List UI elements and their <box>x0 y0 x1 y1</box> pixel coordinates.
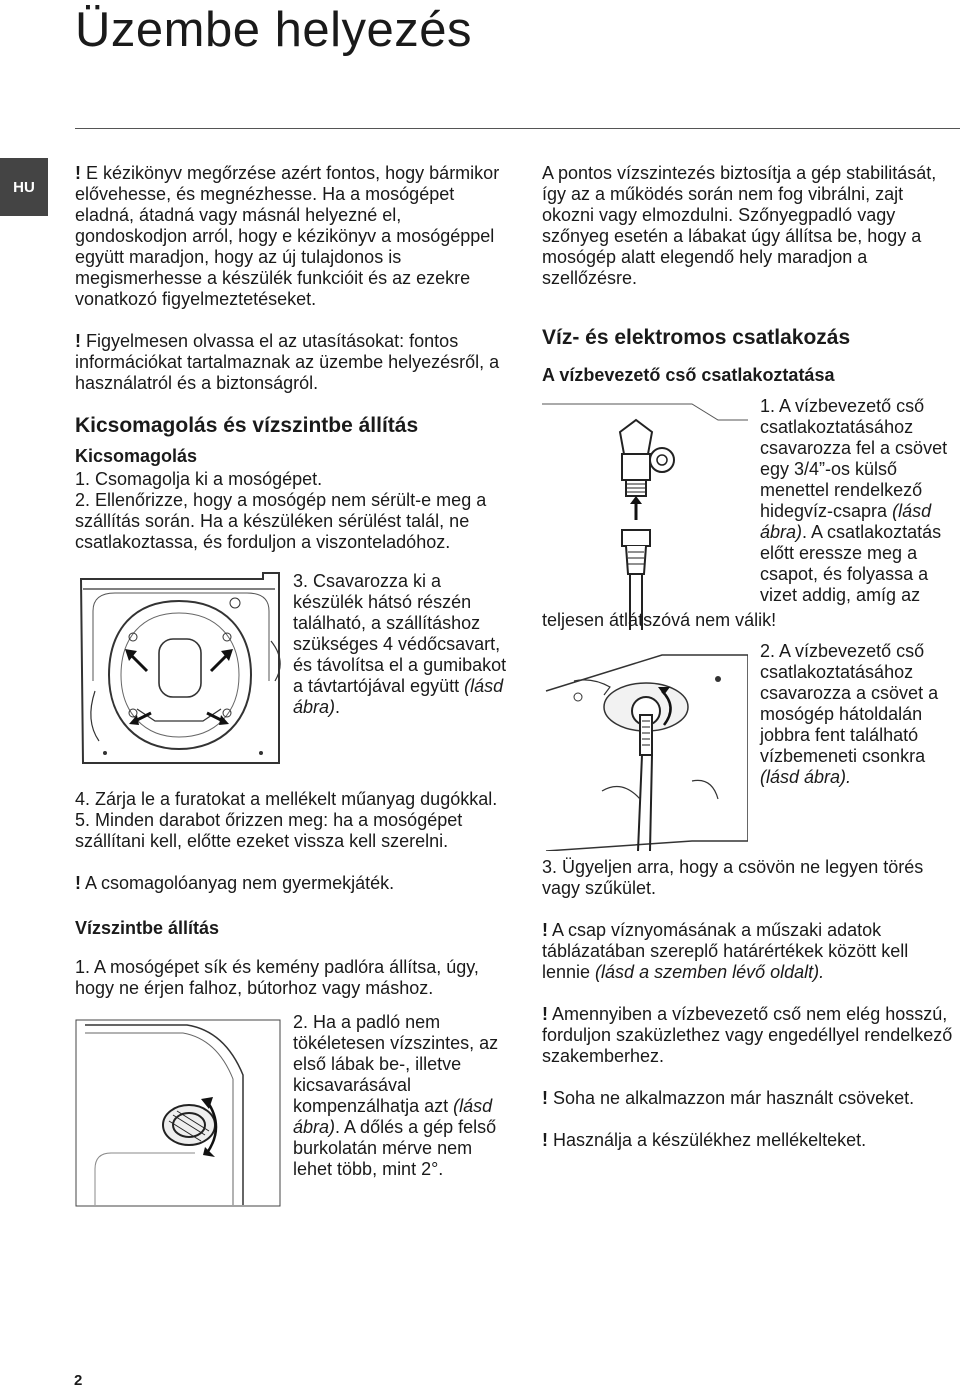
warning-mark: ! <box>75 873 81 893</box>
language-tab: HU <box>0 158 48 216</box>
unpack-step-1: 1. Csomagolja ki a mosógépet. <box>75 469 323 489</box>
unpack-step-3: 3. Csavarozza ki a készülék hátsó részén található, a szállításhoz szükséges 4 védőcsavart, és távolítsa el a gumibakot a távtartójával együtt (lásd ábra). <box>293 571 507 717</box>
section-heading-unpack-level: Kicsomagolás és vízszintbe állítás <box>75 414 419 437</box>
subheading-inlet-hose: A vízbevezető cső csatlakoztatása <box>542 365 835 385</box>
transport-bolts-row <box>75 571 515 771</box>
read-instructions-paragraph: ! Figyelmesen olvassa el az utasításokat: fontos információkat tartalmaznak az üzembe helyezésről, a használatról és a biztonságról. <box>75 331 500 393</box>
left-column <box>75 163 515 1209</box>
warning-mark: ! <box>75 331 81 351</box>
tap-hose-illustration <box>542 400 752 630</box>
supplied-hose-note: ! Használja a készülékhez mellékelteket. <box>542 1130 867 1150</box>
inlet-step-1-end: teljesen átlátszóvá nem válik! <box>542 610 777 630</box>
warning-mark: ! <box>542 1130 548 1150</box>
leveling-row <box>75 999 515 1209</box>
level-step-2: 2. Ha a padló nem tökéletesen vízszintes, az első lábak be-, illetve kicsavarásával kompenzálhatja azt (lásd ábra). A dőlés a gép felső burkolatán mérve nem lehet több, mint 2°. <box>293 1012 499 1179</box>
inlet-step-2: 2. A vízbevezető cső csatlakoztatásához csavarozza a csövet a mosógép hátoldalán jobbra fent található vízbemeneti csonkra (lásd ábra). <box>760 641 939 787</box>
hose-length-note: ! Amennyiben a vízbevezető cső nem elég hosszú, forduljon szaküzlethez vagy engedéllyel rendelkező szakemberhez. <box>542 1004 953 1066</box>
page-number: 2 <box>74 1372 83 1389</box>
packaging-warning: ! A csomagolóanyag nem gyermekjáték. <box>75 873 395 893</box>
subheading-unpack: Kicsomagolás <box>75 446 198 466</box>
tap-figure <box>542 400 760 630</box>
inlet-step-1: 1. A vízbevezető cső csatlakoztatásához csavarozza fel a csövet egy 3/4”-os külső menettel rendelkező hidegvíz-csapra (lásd ábra). A csatlakoztatás előtt eressze meg a csapot, és folyassa a vizet addig, amíg az <box>760 396 948 605</box>
unpack-step-5: 5. Minden darabot őrizzen meg: ha a mosógépet szállítani kell, előtte ezeket vissza kell szerelni. <box>75 810 463 851</box>
inlet-step-3: 3. Ügyeljen arra, hogy a csövön ne legyen törés vagy szűkület. <box>542 857 924 898</box>
right-column <box>542 163 960 1151</box>
machine-inlet-row <box>542 641 960 851</box>
level-step-1: 1. A mosógépet sík és kemény padlóra állítsa, úgy, hogy ne érjen falhoz, bútorhoz vagy máshoz. <box>75 957 479 998</box>
machine-inlet-illustration <box>542 651 748 851</box>
intro-paragraph: ! E kézikönyv megőrzése azért fontos, hogy bármikor elővehesse, és megnézhesse. Ha a mosógépet eladná, átadná vagy másnál helyezné el, gondoskodjon arról, hogy e kézikönyv a mosógéppel együtt maradjon, hogy az új tulajdonos is megismerhesse a készülék funkcióit és az ezekre vonatkozó figyelmeztetéseket. <box>75 163 500 309</box>
foot-adjust-figure <box>75 999 293 1209</box>
unpack-step-2: 2. Ellenőrizze, hogy a mosógép nem sérült-e meg a szállítás során. Ha a készüléken sérülést talál, ne csatlakoztassa, és forduljon a viszonteladóhoz. <box>75 490 487 552</box>
warning-mark: ! <box>542 1088 548 1108</box>
page-title: Üzembe helyezés <box>75 3 472 57</box>
unpack-step-4: 4. Zárja le a furatokat a mellékelt műanyag dugókkal. <box>75 789 498 809</box>
tap-connection-row <box>542 396 960 630</box>
stability-paragraph: A pontos vízszintezés biztosítja a gép stabilitását, így az a működés során nem fog vibrálni, zajt okozni vagy elmozdulni. Szőnyegpadló vagy szőnyeg esetén a lábakat úgy állítsa be, hogy a mosógép alatt elegendő hely maradjon a szellőzésre. <box>542 163 937 288</box>
water-pressure-note: ! A csap víznyomásának a műszaki adatok táblázatában szereplő határértékek között kell lennie (lásd a szemben lévő oldalt). <box>542 920 909 982</box>
section-heading-water-electric: Víz- és elektromos csatlakozás <box>542 326 851 349</box>
subheading-leveling: Vízszintbe állítás <box>75 918 220 938</box>
machine-inlet-figure <box>542 641 760 851</box>
washer-back-figure <box>75 571 293 771</box>
used-hose-note: ! Soha ne alkalmazzon már használt csöveket. <box>542 1088 915 1108</box>
warning-mark: ! <box>542 920 548 940</box>
foot-adjust-illustration <box>75 1019 283 1209</box>
washer-back-illustration <box>75 571 285 767</box>
warning-mark: ! <box>75 163 81 183</box>
title-divider <box>75 128 960 129</box>
warning-mark: ! <box>542 1004 548 1024</box>
